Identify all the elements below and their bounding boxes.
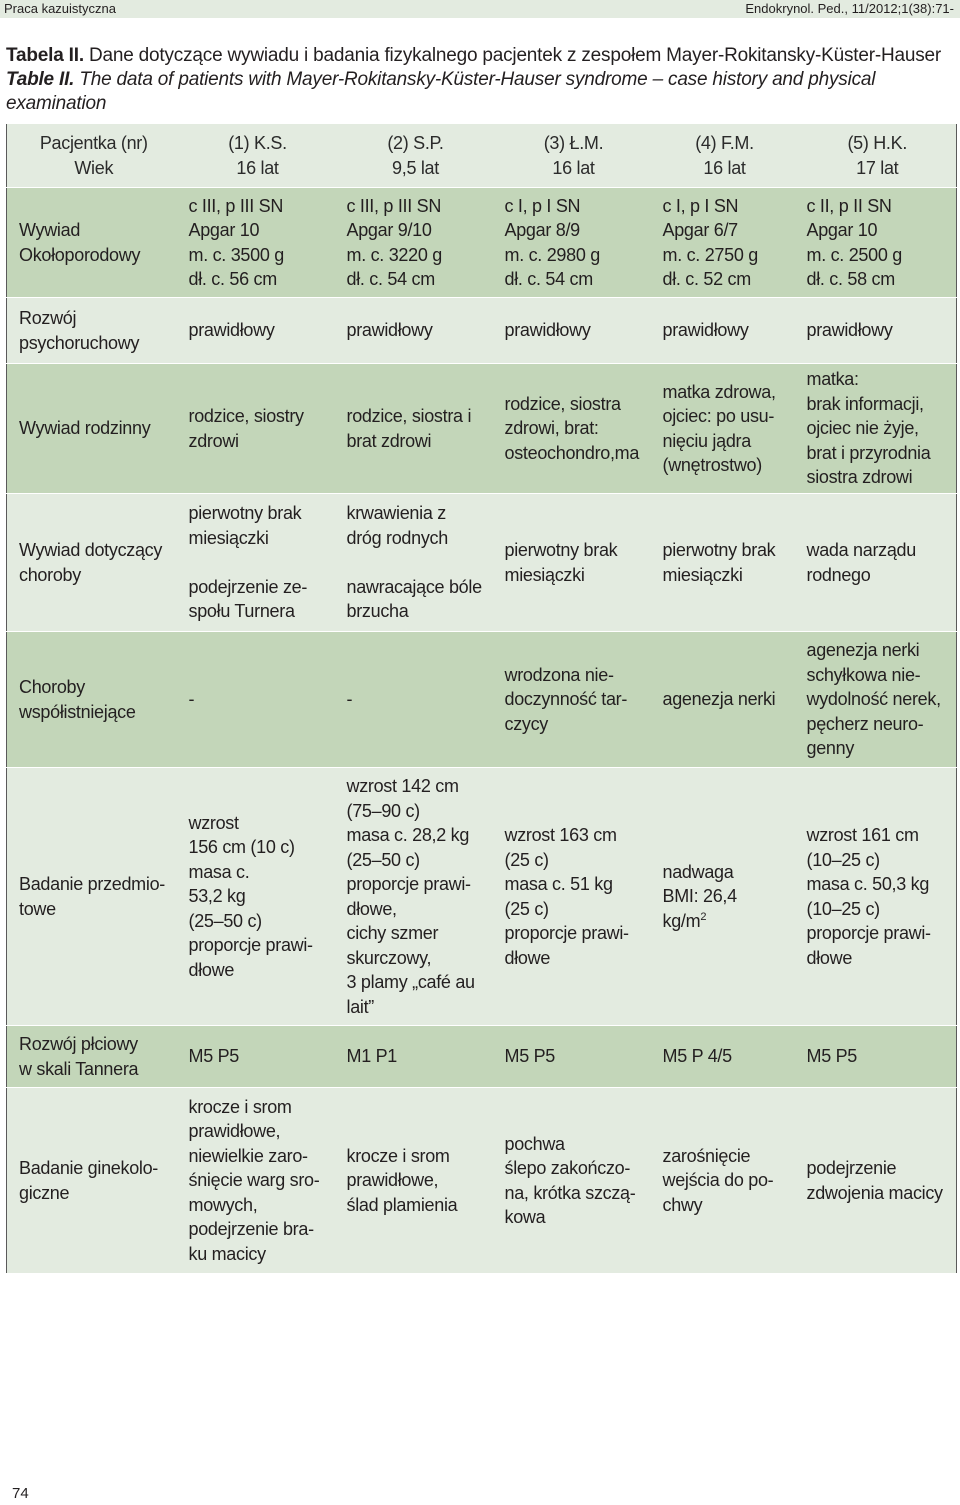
caption-polish <box>6 44 960 68</box>
table-cell <box>177 1088 335 1274</box>
cell-line: ku macicy <box>188 1243 266 1264</box>
cell-line: prawidłowy <box>346 320 433 341</box>
table-cell <box>493 494 651 632</box>
cell-line: krwawienia z <box>346 503 446 524</box>
cell-line: niewielkie zaro- <box>188 1145 308 1166</box>
cell-line: brak informacji, <box>806 393 924 414</box>
header-patient-3 <box>493 124 651 188</box>
cell-line: wzrost 161 cm <box>806 825 919 845</box>
caption-english-label: Table II. <box>6 69 75 90</box>
cell-line: podejrzenie <box>806 1158 897 1178</box>
cell-line: Wiek <box>74 157 114 178</box>
cell-line: pierwotny brak <box>504 540 618 560</box>
cell-line: mowych, <box>188 1194 258 1215</box>
table-row <box>7 1088 957 1274</box>
cell-line: - <box>346 689 353 710</box>
cell-line: M1 P1 <box>346 1046 398 1067</box>
cell-line: Rozwój płciowy <box>19 1034 138 1054</box>
cell-line: czycy <box>504 713 549 734</box>
cell-line: proporcje prawi- <box>504 923 629 943</box>
cell-line: Apgar 8/9 <box>504 220 580 240</box>
caption-polish-label: Tabela II. <box>6 45 84 66</box>
caption-english <box>6 68 960 116</box>
cell-line: prawidłowe, <box>188 1121 281 1142</box>
cell-line: proporcje prawi- <box>188 935 313 956</box>
cell-line: zarośnięcie <box>662 1145 751 1166</box>
cell-line: giczne <box>19 1182 70 1203</box>
table-cell <box>335 298 493 364</box>
cell-line: współistniejące <box>19 701 136 722</box>
cell-line: m. c. 3220 g <box>346 244 442 265</box>
cell-line: Okołoporodowy <box>19 244 141 265</box>
cell-line: dł. c. 56 cm <box>188 269 277 289</box>
cell-line: podejrzenie ze- <box>188 576 308 597</box>
cell-line: BMI: 26,4 <box>662 886 737 907</box>
table-cell <box>795 298 957 364</box>
table-cell <box>795 188 957 298</box>
cell-line: brzucha <box>346 601 409 622</box>
table-cell <box>651 188 795 298</box>
cell-line: rodnego <box>806 564 871 585</box>
cell-line: wada narządu <box>806 540 916 560</box>
cell-line: chwy <box>662 1194 703 1215</box>
cell-line: (25–50 c) <box>188 910 262 931</box>
cell-line: (25–50 c) <box>346 849 420 870</box>
cell-line: wzrost 163 cm <box>504 825 617 845</box>
row-label <box>7 364 177 494</box>
table-cell <box>335 364 493 494</box>
header-patient-4 <box>651 124 795 188</box>
table-cell <box>795 364 957 494</box>
cell-line: krocze i srom <box>346 1145 450 1166</box>
cell-line: $kg/m^2$ <box>662 910 707 931</box>
cell-line: dłowe <box>504 947 551 968</box>
cell-line: pochwa <box>504 1133 565 1154</box>
table-cell <box>335 1088 493 1274</box>
table-cell <box>177 632 335 768</box>
table-cell <box>651 768 795 1026</box>
cell-line: pierwotny brak <box>662 540 776 560</box>
cell-line: lait” <box>346 996 375 1017</box>
table-cell <box>335 632 493 768</box>
caption-polish-text: Dane dotyczące wywiadu i badania fizykalnego pacjentek z zespołem Mayer-Rokitansky-Küster-Hauser <box>83 45 942 66</box>
cell-line: proporcje prawi- <box>346 874 471 894</box>
table-cell <box>493 632 651 768</box>
table-cell <box>335 494 493 632</box>
cell-line: (3) Ł.M. <box>543 133 604 153</box>
cell-line: dłowe <box>806 947 853 968</box>
row-label <box>7 494 177 632</box>
cell-line: agenezja nerki <box>662 689 776 710</box>
cell-line: M5 P5 <box>504 1046 556 1067</box>
row-label <box>7 188 177 298</box>
cell-line: proporcje prawi- <box>806 923 931 943</box>
table-cell <box>493 364 651 494</box>
cell-line: Apgar 10 <box>188 220 260 240</box>
cell-line: (1) K.S. <box>228 133 287 153</box>
header-patient-1 <box>177 124 335 188</box>
cell-line: masa c. 51 kg <box>504 874 613 894</box>
cell-line: (25 c) <box>504 898 549 919</box>
cell-line: doczynność tar- <box>504 689 628 710</box>
cell-line: 9,5 lat <box>392 157 439 178</box>
table-caption <box>6 44 960 116</box>
table-header-row <box>7 124 957 188</box>
table-cell <box>177 494 335 632</box>
cell-line: (wnętrostwo) <box>662 455 762 475</box>
table-row <box>7 188 957 298</box>
cell-line: wzrost <box>188 812 239 833</box>
table-cell <box>651 632 795 768</box>
cell-line: ojciec: po usu- <box>662 406 775 426</box>
cell-line: brat zdrowi <box>346 430 432 451</box>
cell-line: (2) S.P. <box>387 133 444 153</box>
cell-line: zdrowi, brat: <box>504 418 599 439</box>
cell-line: choroby <box>19 564 81 585</box>
cell-line: schyłkowa nie- <box>806 664 921 685</box>
cell-line: masa c. 28,2 kg <box>346 825 470 845</box>
table-cell <box>493 1026 651 1088</box>
cell-line: Wywiad <box>19 220 81 240</box>
cell-line: towe <box>19 898 56 919</box>
table-row <box>7 494 957 632</box>
header-patient-2 <box>335 124 493 188</box>
cell-line: rodzice, siostra <box>504 393 621 414</box>
cell-line: M5 P5 <box>188 1046 240 1067</box>
table-cell <box>651 1088 795 1274</box>
cell-line: dł. c. 52 cm <box>662 269 751 289</box>
header-patient-5 <box>795 124 957 188</box>
cell-line: m. c. 2750 g <box>662 244 758 265</box>
cell-line: zdrowi <box>188 430 239 451</box>
cell-line: kowa <box>504 1207 546 1227</box>
cell-line: masa c. <box>188 861 250 882</box>
cell-line: pęcherz neuro- <box>806 713 924 734</box>
cell-line: rodzice, siostry <box>188 406 304 426</box>
cell-line: matka zdrowa, <box>662 381 776 402</box>
table-cell <box>177 768 335 1026</box>
cell-line: miesiączki <box>662 564 743 585</box>
row-label <box>7 298 177 364</box>
cell-line: c III, p III SN <box>346 195 442 216</box>
cell-line: dł. c. 54 cm <box>504 269 593 289</box>
table-cell <box>651 494 795 632</box>
cell-line: psychoruchowy <box>19 332 140 353</box>
table-cell <box>795 1088 957 1274</box>
cell-line: masa c. 50,3 kg <box>806 874 930 894</box>
cell-line: ojciec nie żyje, <box>806 418 919 439</box>
table-row <box>7 632 957 768</box>
cell-line: c I, p I SN <box>504 195 581 216</box>
cell-line: dłowe <box>188 959 235 980</box>
cell-line: nięciu jądra <box>662 430 751 451</box>
cell-line: wzrost 142 cm <box>346 776 459 796</box>
cell-line: 16 lat <box>552 157 595 178</box>
caption-english-text: The data of patients with Mayer-Rokitansky-Küster-Hauser syndrome – case history and physical examination <box>6 69 876 114</box>
cell-line: agenezja nerki <box>806 640 920 661</box>
cell-line: - <box>188 689 195 710</box>
table-row <box>7 768 957 1026</box>
cell-line: wrodzona nie- <box>504 664 614 685</box>
page-number: 74 <box>12 1485 29 1502</box>
cell-line: dł. c. 54 cm <box>346 269 435 289</box>
cell-line: wydolność nerek, <box>806 689 941 710</box>
table-cell <box>795 1026 957 1088</box>
table-cell <box>493 1088 651 1274</box>
cell-line: prawidłowy <box>188 320 275 341</box>
cell-line: m. c. 2500 g <box>806 244 902 265</box>
cell-line: na, krótka szczą- <box>504 1182 636 1203</box>
cell-line: śnięcie warg sro- <box>188 1170 320 1191</box>
row-label <box>7 1088 177 1274</box>
table-cell <box>335 1026 493 1088</box>
cell-line: Choroby <box>19 677 85 697</box>
cell-line: matka: <box>806 369 859 390</box>
cell-line: nawracające bóle <box>346 576 482 597</box>
cell-line: dł. c. 58 cm <box>806 269 895 289</box>
cell-line: zdwojenia macicy <box>806 1182 943 1203</box>
table-cell <box>493 188 651 298</box>
cell-line: Wywiad dotyczący <box>19 540 163 560</box>
cell-line: ślad plamienia <box>346 1194 458 1215</box>
table-cell <box>795 494 957 632</box>
cell-line: Apgar 9/10 <box>346 220 432 240</box>
cell-line: prawidłowe, <box>346 1170 439 1191</box>
table-cell <box>651 298 795 364</box>
cell-line: c III, p III SN <box>188 195 284 216</box>
cell-line: skurczowy, <box>346 947 432 968</box>
cell-line: podejrzenie bra- <box>188 1219 314 1240</box>
cell-line <box>347 550 485 575</box>
table-cell <box>177 1026 335 1088</box>
cell-line: nadwaga <box>662 861 734 882</box>
cell-line: Pacjentka (nr) <box>39 133 148 153</box>
cell-line: ślepo zakończo- <box>504 1158 631 1178</box>
cell-line: w skali Tannera <box>19 1058 139 1079</box>
cell-line: (75–90 c) <box>346 800 420 821</box>
table-row <box>7 364 957 494</box>
cell-line: genny <box>806 738 855 759</box>
cell-line: rodzice, siostra i <box>346 406 472 426</box>
cell-line: m. c. 3500 g <box>188 244 284 265</box>
cell-line: dłowe, <box>346 898 397 919</box>
table-cell <box>177 188 335 298</box>
row-label <box>7 1026 177 1088</box>
journal-citation: Endokrynol. Ped., 11/2012;1(38):71- <box>745 1 954 16</box>
cell-line: krocze i srom <box>188 1096 292 1117</box>
cell-line: 3 plamy „café au <box>346 972 475 992</box>
cell-line: społu Turnera <box>188 601 295 622</box>
table-cell <box>795 632 957 768</box>
patient-data-table <box>6 123 957 1274</box>
cell-line: (10–25 c) <box>806 849 880 870</box>
cell-line: 16 lat <box>236 157 279 178</box>
cell-line: wejścia do po- <box>662 1170 774 1191</box>
table-cell <box>795 768 957 1026</box>
cell-line: m. c. 2980 g <box>504 244 600 265</box>
table-cell <box>335 188 493 298</box>
cell-line: Wywiad rodzinny <box>19 418 151 439</box>
cell-line: M5 P5 <box>806 1046 858 1067</box>
cell-line <box>189 550 327 575</box>
table-cell <box>493 298 651 364</box>
table-cell <box>651 364 795 494</box>
row-label <box>7 768 177 1026</box>
cell-line: prawidłowy <box>806 320 893 341</box>
row-label <box>7 632 177 768</box>
table-row <box>7 1026 957 1088</box>
cell-line: cichy szmer <box>346 923 439 943</box>
cell-line: (10–25 c) <box>806 898 880 919</box>
cell-line: miesiączki <box>504 564 585 585</box>
cell-line: 17 lat <box>856 157 899 178</box>
cell-line: (4) F.M. <box>695 133 754 153</box>
cell-line: pierwotny brak <box>188 503 302 524</box>
cell-line: dróg rodnych <box>346 527 448 548</box>
table-cell <box>651 1026 795 1088</box>
table-cell <box>177 364 335 494</box>
cell-line: 156 cm (10 c) <box>188 837 295 858</box>
cell-line: Badanie przedmio- <box>19 874 165 894</box>
header-patient-label <box>7 124 177 188</box>
section-label: Praca kazuistyczna <box>4 1 116 16</box>
cell-line: Apgar 6/7 <box>662 220 738 240</box>
cell-line: miesiączki <box>188 527 269 548</box>
cell-line: osteochondro,ma <box>504 442 640 463</box>
cell-line: (5) H.K. <box>847 133 908 153</box>
cell-line: c I, p I SN <box>662 195 739 216</box>
cell-line: siostra zdrowi <box>806 467 913 488</box>
cell-line: Badanie ginekolo- <box>19 1158 159 1178</box>
cell-line: brat i przyrodnia <box>806 442 931 463</box>
table-cell <box>177 298 335 364</box>
table-cell <box>335 768 493 1026</box>
cell-line: c II, p II SN <box>806 195 892 216</box>
table-row <box>7 298 957 364</box>
cell-line: M5 P 4/5 <box>662 1046 732 1067</box>
table-cell <box>493 768 651 1026</box>
cell-line: (25 c) <box>504 849 549 870</box>
cell-line: Rozwój <box>19 308 77 328</box>
cell-line: 16 lat <box>703 157 746 178</box>
cell-line: prawidłowy <box>662 320 749 341</box>
cell-line: prawidłowy <box>504 320 591 341</box>
cell-line: 53,2 kg <box>188 886 246 907</box>
cell-line: Apgar 10 <box>806 220 878 240</box>
running-header <box>0 0 960 18</box>
